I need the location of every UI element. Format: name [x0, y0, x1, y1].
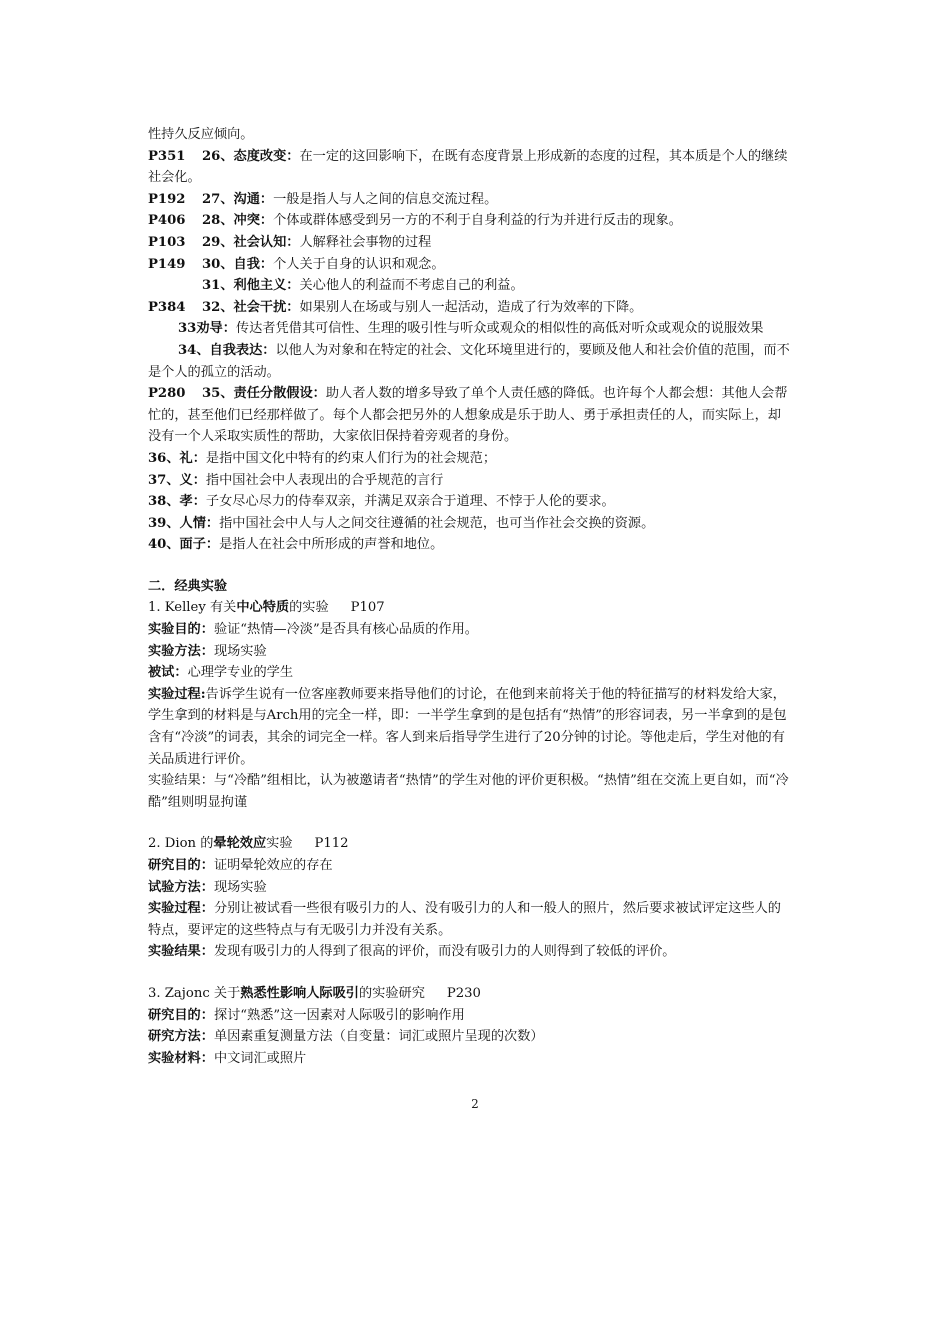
page-ref: P107 — [350, 600, 385, 616]
term-label: 29、社会认知： — [202, 234, 300, 250]
document-page — [148, 124, 794, 1069]
page-number: 2 — [471, 1097, 479, 1111]
exp1-method: 实验方法：现场实验 — [148, 643, 267, 659]
page-ref: P351 — [148, 148, 186, 164]
term-label: 34、自我表达： — [178, 342, 276, 358]
exp1-subject: 被试：心理学专业的学生 — [148, 665, 294, 681]
term-definition: 人解释社会事物的过程 — [299, 234, 432, 250]
term-definition: 以他人为对象和在特定的社会、文化环境里进行的，要顾及他人和社会价值的范围，而不是个人的孤立的活动。 — [148, 342, 790, 380]
term-29 — [148, 232, 794, 254]
term-32 — [148, 297, 794, 319]
page-ref: P149 — [148, 256, 186, 272]
exp3-material: 实验材料：中文词汇或照片 — [148, 1050, 307, 1066]
section-title: 二．经典实验 — [148, 578, 228, 594]
term-36 — [148, 448, 794, 470]
term-label: 27、沟通： — [202, 191, 274, 207]
term-label: 39、人情： — [148, 515, 220, 531]
spacer — [148, 813, 794, 833]
term-label: 32、社会干扰： — [202, 299, 300, 315]
term-definition: 如果别人在场或与别人一起活动，造成了行为效率的下降。 — [299, 299, 643, 315]
term-label: 30、自我： — [202, 256, 274, 272]
term-label: 37、义： — [148, 472, 206, 488]
term-31 — [148, 275, 794, 297]
exp1-result: 实验结果：与“冷酷”组相比，认为被邀请者“热情”的学生对他的评价更积极。“热情”组在交流上更自如，而“冷酷”组则明显拘谨 — [148, 773, 789, 810]
exp2-process: 实验过程：分别让被试看一些很有吸引力的人、没有吸引力的人和一般人的照片，然后要求被试评定这些人的特点，要评定的这些特点与有无吸引力并没有关系。 — [148, 901, 781, 938]
exp1-process: 实验过程:告诉学生说有一位客座教师要来指导他们的讨论，在他到来前将关于他的特征描写的材料发给大家，学生拿到的材料是与Arch用的完全一样，即：一半学生拿到的是包括有“热情”的形容词表，另一半拿到的是包含有“冷淡”的词表，其余的词完全一样。客人到来后指导学生进行了20分钟的讨论。等他走后，学生对他的有关品质进行评价。 — [148, 686, 787, 767]
page-ref: P103 — [148, 234, 186, 250]
term-definition: 指中国社会中人表现出的合乎规范的言行 — [205, 472, 444, 488]
exp2-method: 试验方法：现场实验 — [148, 879, 267, 895]
term-definition: 个人关于自身的认识和观念。 — [273, 256, 445, 272]
term-30 — [148, 254, 794, 276]
term-34 — [148, 340, 794, 383]
page-ref: P280 — [148, 386, 186, 402]
exp3-purpose: 研究目的：探讨“熟悉”这一因素对人际吸引的影响作用 — [148, 1007, 465, 1023]
term-definition: 在一定的这回影响下，在既有态度背景上形成新的态度的过程，其本质是个人的继续社会化。 — [148, 148, 788, 186]
term-label: 38、孝： — [148, 494, 206, 510]
term-28 — [148, 210, 794, 232]
term-26 — [148, 146, 794, 189]
term-definition: 个体或群体感受到另一方的不利于自身利益的行为并进行反击的现象。 — [273, 213, 682, 229]
term-label: 36、礼： — [148, 450, 206, 466]
term-definition: 关心他人的利益而不考虑自己的利益。 — [299, 278, 524, 294]
text-line: 性持久反应倾向。 — [148, 127, 254, 142]
spacer — [148, 963, 794, 983]
term-definition: 一般是指人与人之间的信息交流过程。 — [273, 191, 498, 207]
term-40 — [148, 534, 794, 556]
exp2-purpose: 研究目的：证明晕轮效应的存在 — [148, 858, 333, 873]
term-definition: 指中国社会中人与人之间交往遵循的社会规范，也可当作社会交换的资源。 — [219, 515, 655, 531]
exp2-result: 实验结果：发现有吸引力的人得到了很高的评价，而没有吸引力的人则得到了较低的评价。 — [148, 944, 676, 960]
term-label: 26、态度改变： — [202, 148, 300, 164]
term-33 — [148, 318, 794, 340]
page-ref: P230 — [446, 985, 481, 1001]
exp3-method: 研究方法：单因素重复测量方法（自变量：词汇或照片呈现的次数） — [148, 1029, 544, 1045]
experiment-1-title: 1. Kelley 有关中心特质的实验 P107 — [148, 600, 385, 616]
experiment-2-title: 2. Dion 的晕轮效应实验 P112 — [148, 836, 349, 852]
page-ref: P384 — [148, 299, 186, 315]
term-label: 33劝导： — [178, 321, 236, 337]
page-ref: P406 — [148, 213, 186, 229]
term-38 — [148, 491, 794, 513]
term-label: 35、责任分散假设： — [202, 386, 326, 402]
term-definition: 是指中国文化中特有的约束人们行为的社会规范； — [205, 450, 497, 466]
term-definition: 子女尽心尽力的侍奉双亲，并满足双亲合于道理、不悖于人伦的要求。 — [205, 494, 615, 510]
term-label: 31、利他主义： — [202, 278, 300, 294]
term-definition: 是指人在社会中所形成的声誉和地位。 — [219, 537, 444, 553]
term-35 — [148, 383, 794, 448]
term-label: 40、面子： — [148, 537, 220, 553]
term-27 — [148, 189, 794, 211]
term-label: 28、冲突： — [202, 213, 274, 229]
page-ref: P192 — [148, 191, 186, 207]
page-ref: P112 — [314, 836, 349, 852]
experiment-3-title: 3. Zajonc 关于熟悉性影响人际吸引的实验研究 P230 — [148, 985, 481, 1001]
term-39 — [148, 513, 794, 535]
spacer — [148, 556, 794, 576]
term-definition: 传达者凭借其可信性、生理的吸引性与听众或观众的相似性的高低对听众或观众的说服效果 — [235, 321, 764, 337]
term-definition: 助人者人数的增多导致了单个人责任感的降低。也许每个人都会想：其他人会帮忙的，甚至他们已经那样做了。每个人都会把另外的人想象成是乐于助人、勇于承担责任的人，而实际上，却没有一个人采取实质性的帮助，大家依旧保持着旁观者的身份。 — [148, 386, 788, 445]
term-37 — [148, 470, 794, 492]
exp1-purpose: 实验目的：验证“热情—冷淡”是否具有核心品质的作用。 — [148, 622, 478, 638]
